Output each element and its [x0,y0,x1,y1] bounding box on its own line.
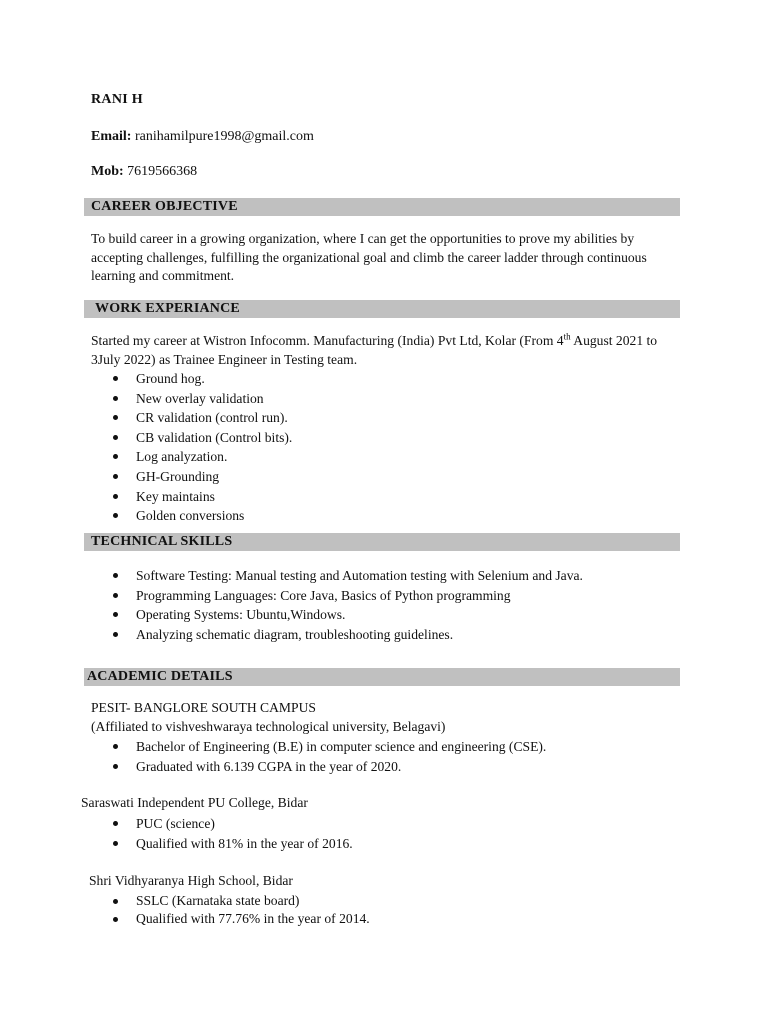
list-item: Qualified with 77.76% in the year of 2014. [110,910,370,928]
email-line [91,129,314,145]
list-item: CR validation (control run). [110,408,292,428]
school-name: Shri Vidhyaranya High School, Bidar [89,873,293,888]
pu-details-list [110,814,353,853]
technical-skills-heading: TECHNICAL SKILLS [84,533,680,551]
work-intro-end: August 2021 to 3July 2022) as Trainee Engineer in Testing team. [91,333,658,367]
work-experience-list [110,369,292,526]
list-item: Bachelor of Engineering (B.E) in computer science and engineering (CSE). [110,737,546,757]
email-label: Email: [91,129,132,144]
list-item: Ground hog. [110,369,292,389]
technical-skills-list [110,566,583,644]
mobile-value: 7619566368 [127,164,198,179]
list-item: Graduated with 6.139 CGPA in the year of 2020. [110,757,546,777]
list-item: Analyzing schematic diagram, troubleshooting guidelines. [110,625,583,645]
mobile-line [91,164,197,180]
college-name: PESIT- BANGLORE SOUTH CAMPUS [91,700,316,715]
email-value: ranihamilpure1998@gmail.com [134,129,314,144]
list-item: Operating Systems: Ubuntu,Windows. [110,605,583,625]
career-objective-heading: CAREER OBJECTIVE [84,198,680,216]
list-item: Software Testing: Manual testing and Automation testing with Selenium and Java. [110,566,583,586]
list-item: Golden conversions [110,506,292,526]
academic-details-heading: ACADEMIC DETAILS [84,668,680,686]
list-item: Log analyzation. [110,447,292,467]
work-intro-superscript: th [563,331,571,342]
work-experience-intro [91,332,681,369]
college-details-list [110,737,546,776]
list-item: New overlay validation [110,389,292,409]
work-experience-heading: WORK EXPERIANCE [84,300,680,318]
pu-college-name: Saraswati Independent PU College, Bidar [81,795,308,810]
candidate-name: RANI H [91,92,143,107]
list-item: Key maintains [110,487,292,507]
list-item: CB validation (Control bits). [110,428,292,448]
college-affiliation: (Affiliated to vishveshwaraya technological university, Belagavi) [91,719,446,734]
career-objective-text: To build career in a growing organization, where I can get the opportunities to prove my abilities by accepting challenges, fulfilling the organizational goal and climb the career ladder through continuous learning and commitment. [91,231,647,283]
list-item: Programming Languages: Core Java, Basics of Python programming [110,586,583,606]
list-item: GH-Grounding [110,467,292,487]
list-item: Qualified with 81% in the year of 2016. [110,834,353,854]
list-item: PUC (science) [110,814,353,834]
mobile-label: Mob: [91,164,124,179]
list-item: SSLC (Karnataka state board) [110,892,370,910]
school-details-list [110,892,370,928]
work-intro-start: Started my career at Wistron Infocomm. Manufacturing (India) Pvt Ltd, Kolar (From 4 [91,333,564,348]
